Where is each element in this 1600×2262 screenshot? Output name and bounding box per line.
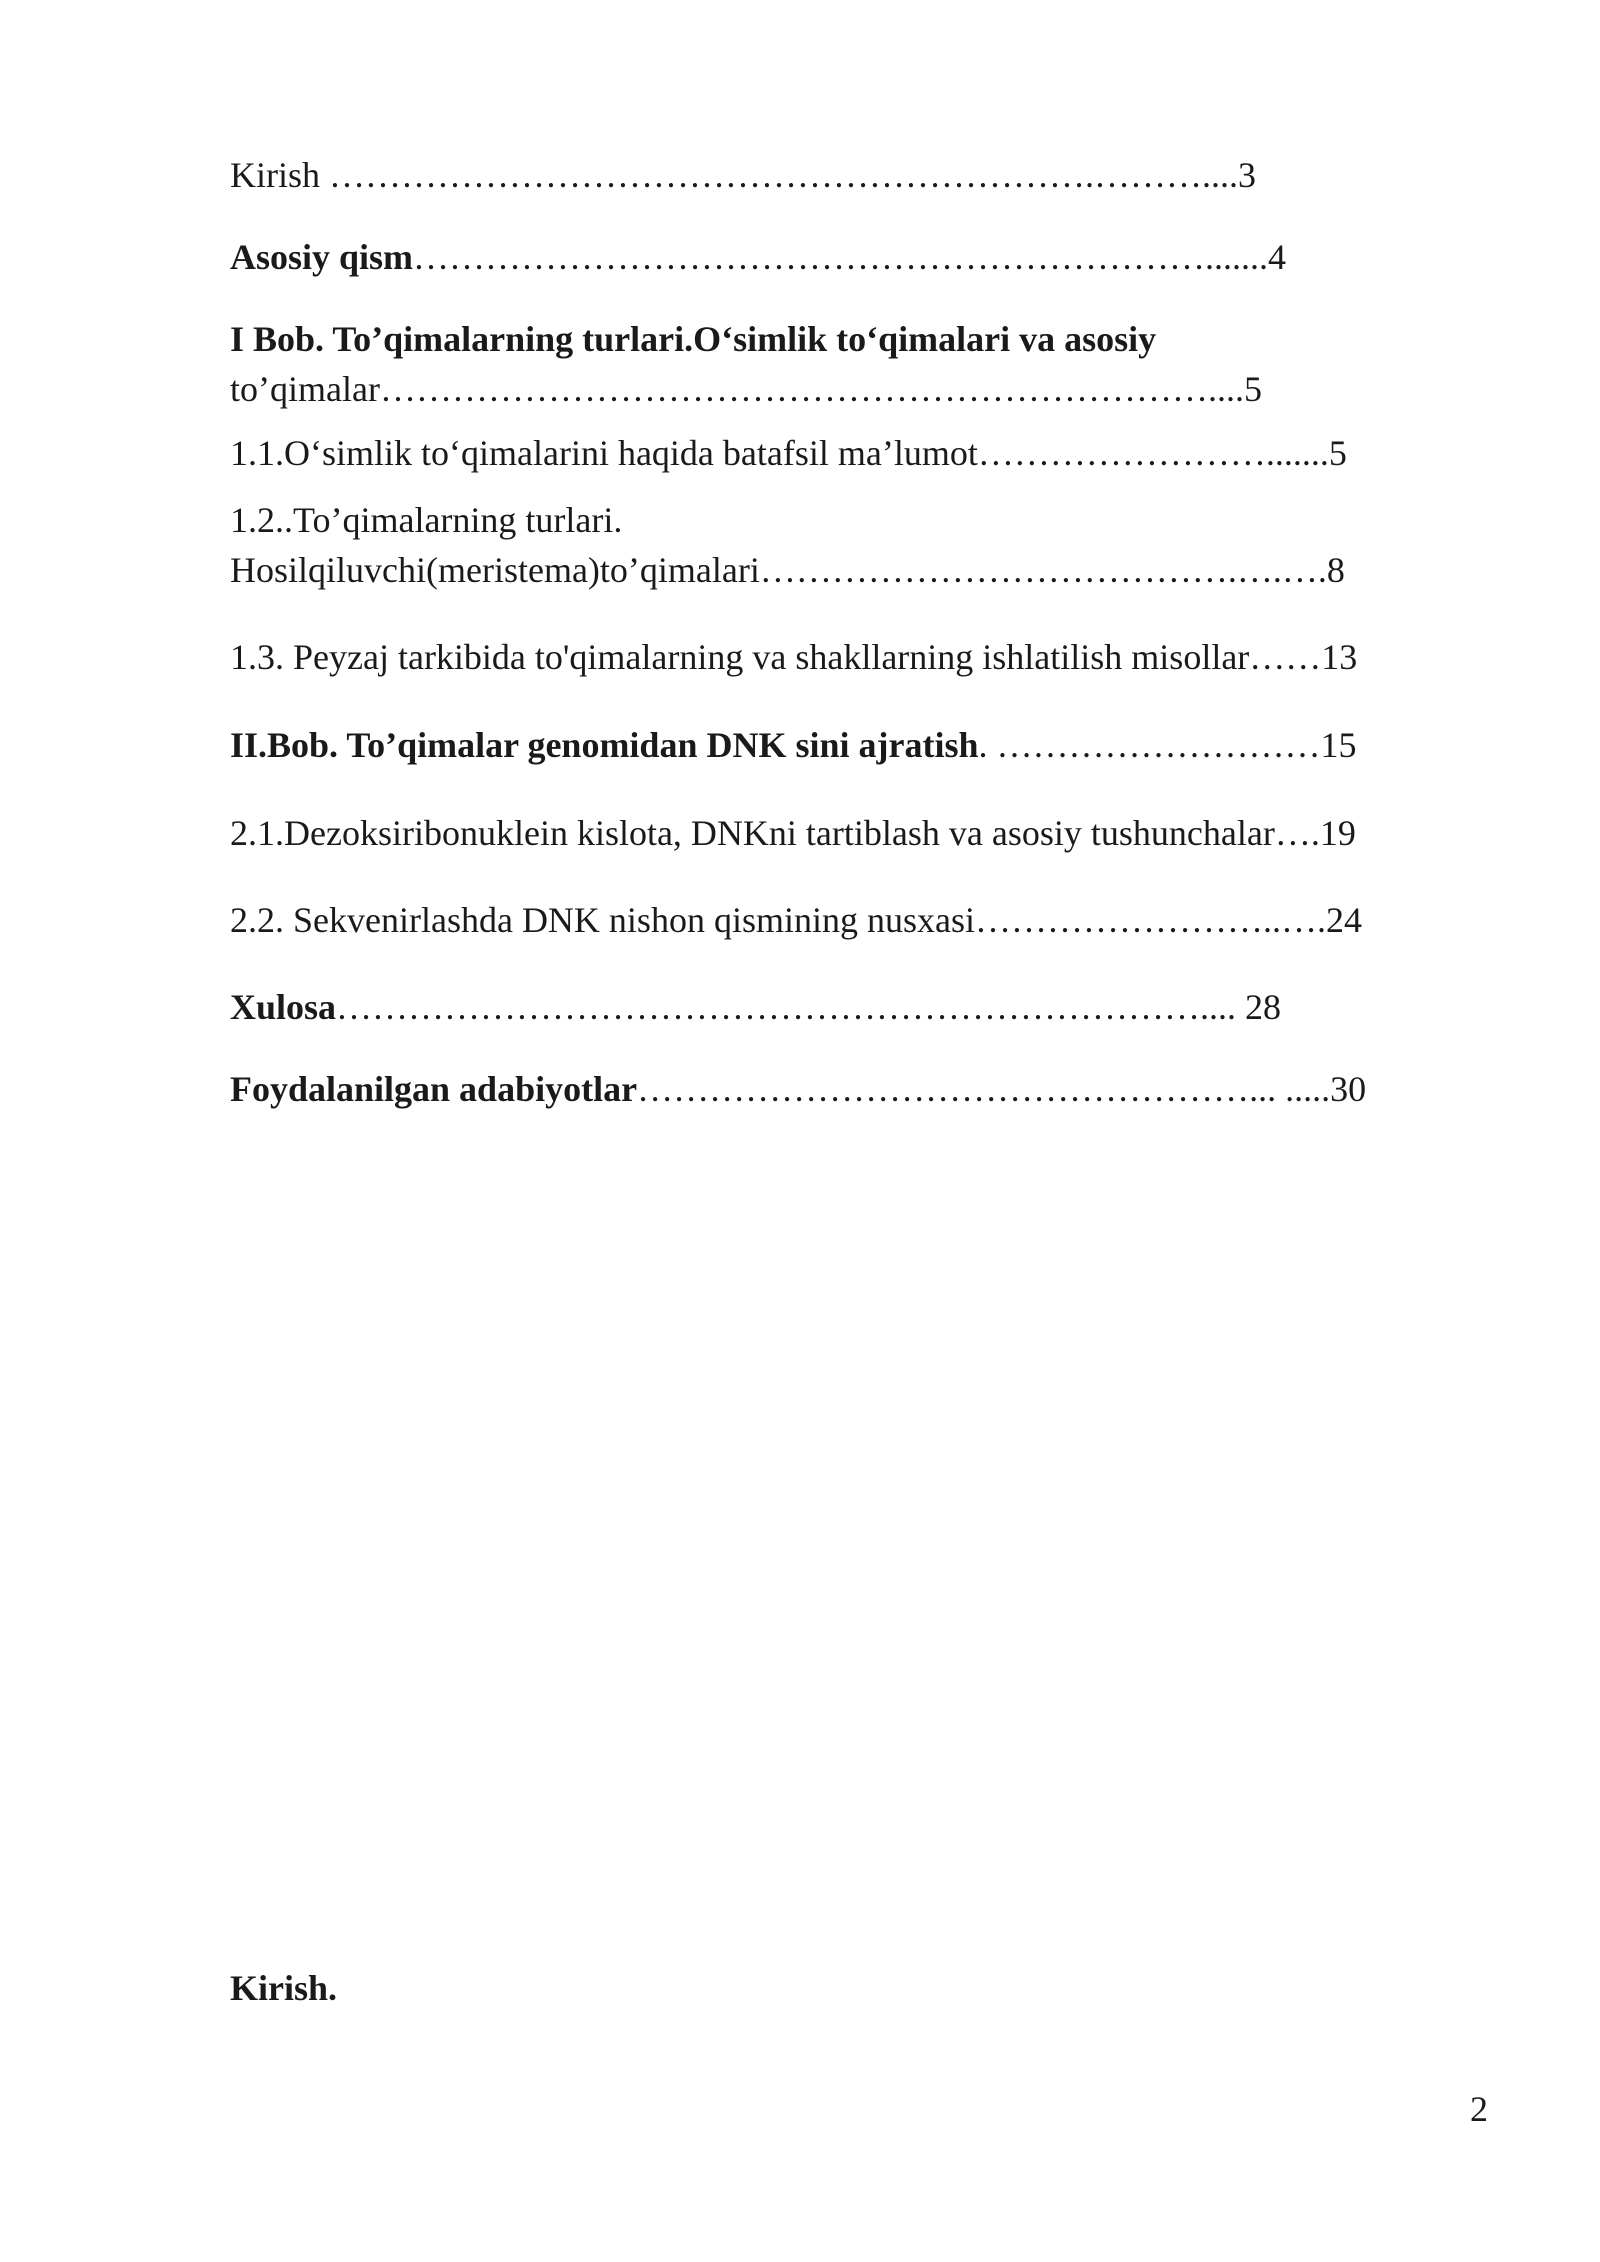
toc-leader-page: ……13 (1249, 637, 1358, 677)
toc-title: 2.1.Dezoksiribonuklein kislota, DNKni tartiblash va asosiy tushunchalar (230, 813, 1275, 853)
toc-leader-page: …………………….......5 (977, 433, 1347, 473)
toc-leader-page: ……………………..….24 (974, 900, 1362, 940)
toc-entry-kirish (230, 150, 1256, 200)
toc-leader-page: ….19 (1274, 813, 1356, 853)
toc-leader-page: . ………………………15 (978, 725, 1357, 765)
toc-leader-page: ……………………………………………………….………....3 (329, 155, 1256, 195)
toc-entry-chapter-1-line-2 (230, 364, 1262, 414)
toc-title: Asosiy qism (230, 237, 414, 277)
toc-title: 1.2..To’qimalarning turlari. (230, 500, 623, 540)
toc-leader-page: ………………………………………………………….......4 (413, 237, 1287, 277)
toc-title: I Bob. To’qimalarning turlari.O‘simlik to‘qimalari va asosiy (230, 319, 1157, 359)
toc-leader-page: ……………………………………………………………....5 (379, 369, 1262, 409)
section-heading-kirish: Kirish. (230, 1968, 338, 2008)
toc-title: Hosilqiluvchi(meristema)to’qimalari (230, 550, 760, 590)
toc-entry-adabiyotlar (230, 1064, 1366, 1114)
toc-leader-page: ………………………………….….….8 (759, 550, 1345, 590)
toc-entry-1-2-line-1 (230, 495, 622, 545)
toc-title: Xulosa (230, 987, 337, 1027)
toc-entry-1-1 (230, 428, 1347, 478)
toc-leader-page: ……………………………………………………………….... 28 (336, 987, 1282, 1027)
toc-entry-1-2-line-2 (230, 545, 1345, 595)
toc-title: Kirish (230, 155, 329, 195)
toc-leader-page: ……………………………………………... .....30 (637, 1069, 1367, 1109)
page-number: 2 (1470, 2089, 1488, 2129)
toc-title: 1.3. Peyzaj tarkibida to'qimalarning va shakllarning ishlatilish misollar (230, 637, 1250, 677)
toc-entry-chapter-1-line-1 (230, 314, 1156, 364)
toc-title: Foydalanilgan adabiyotlar (230, 1069, 638, 1109)
toc-entry-xulosa (230, 982, 1281, 1032)
toc-title: II.Bob. To’qimalar genomidan DNK sini ajratish (230, 725, 979, 765)
toc-entry-2-2 (230, 895, 1362, 945)
toc-title: 2.2. Sekvenirlashda DNK nishon qismining nusxasi (230, 900, 975, 940)
toc-entry-asosiy-qism (230, 232, 1286, 282)
toc-entry-chapter-2 (230, 720, 1357, 770)
toc-title: to’qimalar (230, 369, 380, 409)
toc-title: 1.1.O‘simlik to‘qimalarini haqida batafsil ma’lumot (230, 433, 978, 473)
toc-entry-2-1 (230, 808, 1356, 858)
toc-entry-1-3 (230, 632, 1357, 682)
